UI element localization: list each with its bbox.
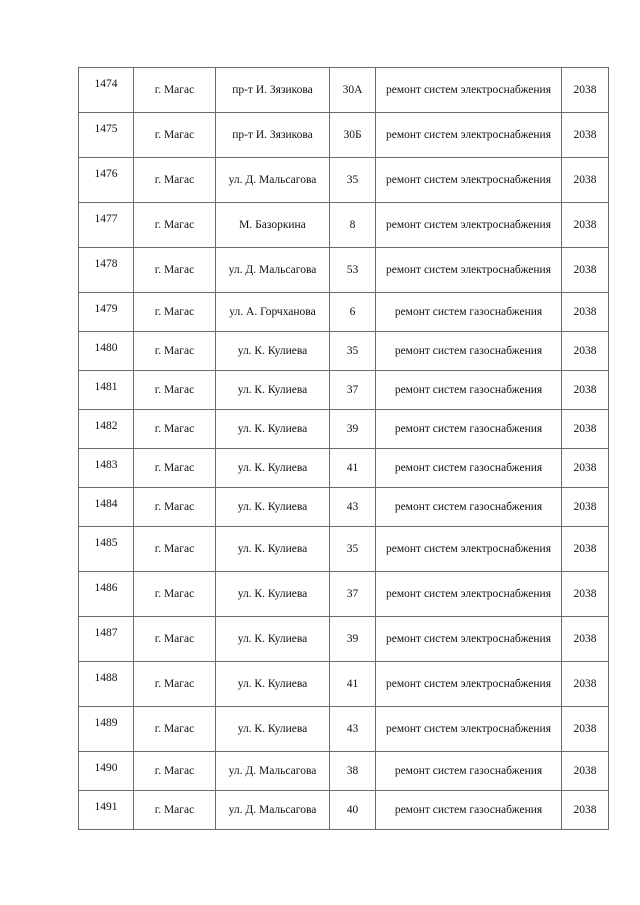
row-number-cell: 1485	[79, 527, 134, 572]
house-number-cell: 35	[330, 158, 376, 203]
table-row	[79, 752, 609, 791]
work-type-cell: ремонт систем газоснабжения	[376, 410, 562, 449]
house-number-cell: 38	[330, 752, 376, 791]
table-row	[79, 791, 609, 830]
work-type-cell: ремонт систем газоснабжения	[376, 752, 562, 791]
city-cell: г. Магас	[134, 248, 216, 293]
year-cell: 2038	[562, 332, 609, 371]
house-number-cell: 43	[330, 488, 376, 527]
house-number-cell: 35	[330, 332, 376, 371]
city-cell: г. Магас	[134, 113, 216, 158]
street-cell: ул. Д. Мальсагова	[216, 248, 330, 293]
row-number-cell: 1491	[79, 791, 134, 830]
row-number-cell: 1478	[79, 248, 134, 293]
work-type-cell: ремонт систем электроснабжения	[376, 158, 562, 203]
city-cell: г. Магас	[134, 293, 216, 332]
street-cell: М. Базоркина	[216, 203, 330, 248]
table-row	[79, 662, 609, 707]
city-cell: г. Магас	[134, 203, 216, 248]
work-type-cell: ремонт систем газоснабжения	[376, 293, 562, 332]
work-type-cell: ремонт систем газоснабжения	[376, 488, 562, 527]
year-cell: 2038	[562, 371, 609, 410]
work-type-cell: ремонт систем электроснабжения	[376, 572, 562, 617]
street-cell: ул. К. Кулиева	[216, 332, 330, 371]
table-row	[79, 203, 609, 248]
street-cell: ул. К. Кулиева	[216, 527, 330, 572]
street-cell: ул. Д. Мальсагова	[216, 791, 330, 830]
year-cell: 2038	[562, 662, 609, 707]
street-cell: ул. К. Кулиева	[216, 707, 330, 752]
row-number-cell: 1474	[79, 68, 134, 113]
work-type-cell: ремонт систем электроснабжения	[376, 248, 562, 293]
table-row	[79, 707, 609, 752]
street-cell: ул. А. Горчханова	[216, 293, 330, 332]
row-number-cell: 1477	[79, 203, 134, 248]
house-number-cell: 43	[330, 707, 376, 752]
city-cell: г. Магас	[134, 527, 216, 572]
house-number-cell: 37	[330, 371, 376, 410]
street-cell: ул. Д. Мальсагова	[216, 158, 330, 203]
city-cell: г. Магас	[134, 752, 216, 791]
work-type-cell: ремонт систем электроснабжения	[376, 203, 562, 248]
city-cell: г. Магас	[134, 572, 216, 617]
city-cell: г. Магас	[134, 371, 216, 410]
table-row	[79, 332, 609, 371]
house-number-cell: 40	[330, 791, 376, 830]
year-cell: 2038	[562, 158, 609, 203]
table-body	[79, 68, 609, 830]
table-row	[79, 617, 609, 662]
row-number-cell: 1488	[79, 662, 134, 707]
city-cell: г. Магас	[134, 707, 216, 752]
street-cell: ул. Д. Мальсагова	[216, 752, 330, 791]
street-cell: ул. К. Кулиева	[216, 371, 330, 410]
table-row	[79, 527, 609, 572]
work-type-cell: ремонт систем газоснабжения	[376, 371, 562, 410]
street-cell: ул. К. Кулиева	[216, 488, 330, 527]
city-cell: г. Магас	[134, 68, 216, 113]
row-number-cell: 1481	[79, 371, 134, 410]
work-type-cell: ремонт систем электроснабжения	[376, 68, 562, 113]
city-cell: г. Магас	[134, 158, 216, 203]
city-cell: г. Магас	[134, 410, 216, 449]
year-cell: 2038	[562, 203, 609, 248]
house-number-cell: 30Б	[330, 113, 376, 158]
row-number-cell: 1475	[79, 113, 134, 158]
city-cell: г. Магас	[134, 791, 216, 830]
year-cell: 2038	[562, 617, 609, 662]
row-number-cell: 1479	[79, 293, 134, 332]
house-number-cell: 41	[330, 449, 376, 488]
row-number-cell: 1490	[79, 752, 134, 791]
work-type-cell: ремонт систем электроснабжения	[376, 662, 562, 707]
year-cell: 2038	[562, 791, 609, 830]
repair-schedule-table	[78, 67, 609, 830]
street-cell: ул. К. Кулиева	[216, 449, 330, 488]
house-number-cell: 6	[330, 293, 376, 332]
table-row	[79, 488, 609, 527]
street-cell: ул. К. Кулиева	[216, 662, 330, 707]
table-row	[79, 68, 609, 113]
table-row	[79, 371, 609, 410]
street-cell: пр-т И. Зязикова	[216, 68, 330, 113]
table-row	[79, 572, 609, 617]
house-number-cell: 39	[330, 617, 376, 662]
house-number-cell: 37	[330, 572, 376, 617]
row-number-cell: 1482	[79, 410, 134, 449]
city-cell: г. Магас	[134, 449, 216, 488]
row-number-cell: 1483	[79, 449, 134, 488]
house-number-cell: 53	[330, 248, 376, 293]
year-cell: 2038	[562, 707, 609, 752]
street-cell: ул. К. Кулиева	[216, 410, 330, 449]
work-type-cell: ремонт систем газоснабжения	[376, 449, 562, 488]
work-type-cell: ремонт систем электроснабжения	[376, 527, 562, 572]
house-number-cell: 39	[330, 410, 376, 449]
row-number-cell: 1486	[79, 572, 134, 617]
street-cell: пр-т И. Зязикова	[216, 113, 330, 158]
table-row	[79, 248, 609, 293]
row-number-cell: 1476	[79, 158, 134, 203]
year-cell: 2038	[562, 572, 609, 617]
table-row	[79, 293, 609, 332]
row-number-cell: 1489	[79, 707, 134, 752]
city-cell: г. Магас	[134, 332, 216, 371]
table-row	[79, 158, 609, 203]
house-number-cell: 35	[330, 527, 376, 572]
year-cell: 2038	[562, 248, 609, 293]
city-cell: г. Магас	[134, 488, 216, 527]
row-number-cell: 1487	[79, 617, 134, 662]
street-cell: ул. К. Кулиева	[216, 617, 330, 662]
table-row	[79, 113, 609, 158]
year-cell: 2038	[562, 488, 609, 527]
street-cell: ул. К. Кулиева	[216, 572, 330, 617]
row-number-cell: 1484	[79, 488, 134, 527]
year-cell: 2038	[562, 113, 609, 158]
table-row	[79, 410, 609, 449]
work-type-cell: ремонт систем электроснабжения	[376, 617, 562, 662]
year-cell: 2038	[562, 293, 609, 332]
work-type-cell: ремонт систем электроснабжения	[376, 113, 562, 158]
house-number-cell: 41	[330, 662, 376, 707]
city-cell: г. Магас	[134, 617, 216, 662]
city-cell: г. Магас	[134, 662, 216, 707]
work-type-cell: ремонт систем электроснабжения	[376, 707, 562, 752]
work-type-cell: ремонт систем газоснабжения	[376, 791, 562, 830]
row-number-cell: 1480	[79, 332, 134, 371]
year-cell: 2038	[562, 68, 609, 113]
year-cell: 2038	[562, 527, 609, 572]
house-number-cell: 8	[330, 203, 376, 248]
year-cell: 2038	[562, 752, 609, 791]
table-row	[79, 449, 609, 488]
house-number-cell: 30А	[330, 68, 376, 113]
year-cell: 2038	[562, 449, 609, 488]
work-type-cell: ремонт систем газоснабжения	[376, 332, 562, 371]
year-cell: 2038	[562, 410, 609, 449]
